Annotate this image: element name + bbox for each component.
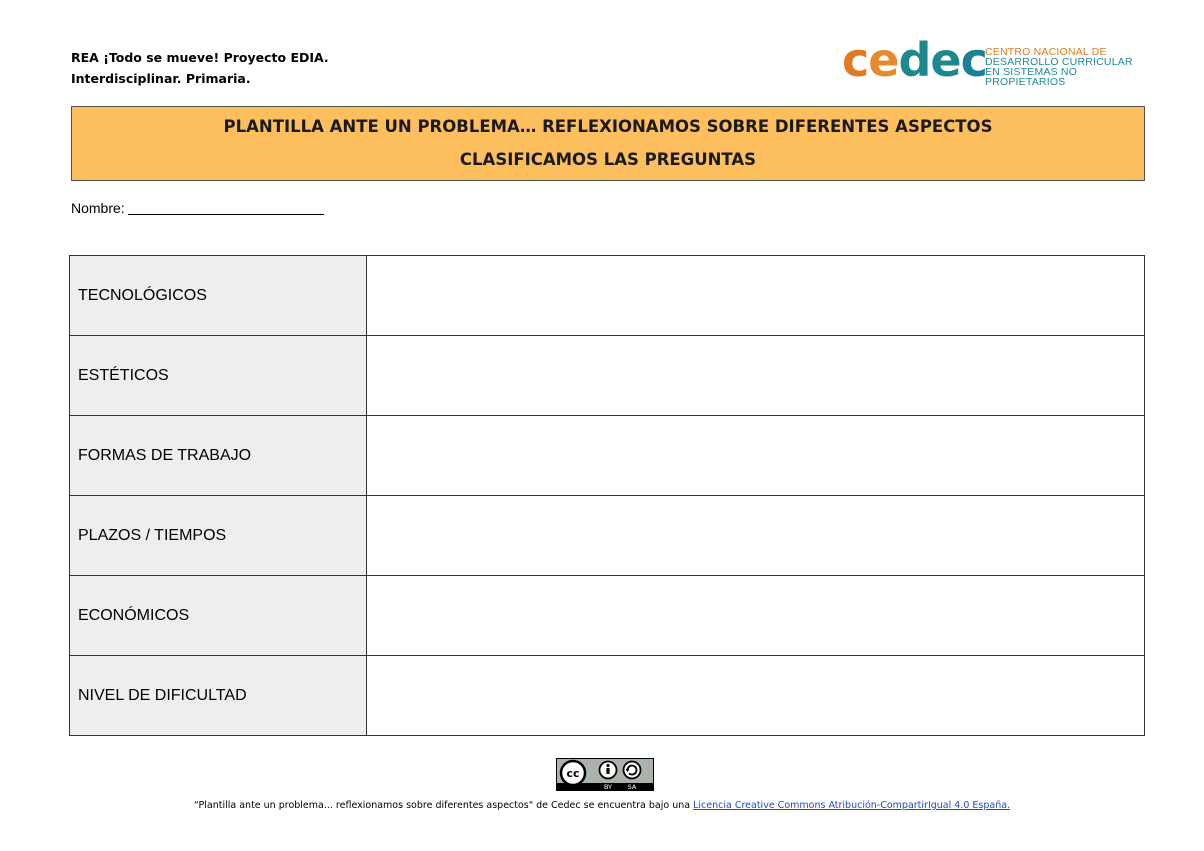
table-row — [70, 416, 1145, 496]
row-label: PLAZOS / TIEMPOS — [70, 496, 367, 576]
header-line-1: REA ¡Todo se mueve! Proyecto EDIA. — [71, 50, 329, 65]
license-text: “Plantilla ante un problema... reflexionamos sobre diferentes aspectos" de Cedec se encuentra bajo una — [193, 800, 694, 811]
banner-subtitle: CLASIFICAMOS LAS PREGUNTAS — [459, 150, 757, 169]
logo-letter-e2: e — [930, 33, 961, 87]
aspects-table — [69, 255, 1145, 736]
logo-subtitle-line: EN SISTEMAS NO PROPIETARIOS — [985, 66, 1078, 88]
name-label: Nombre: — [71, 200, 125, 216]
logo-subtitle-line: DESARROLLO CURRICULAR — [985, 56, 1133, 68]
name-blank-line[interactable] — [128, 200, 324, 215]
answer-cell[interactable] — [367, 416, 1145, 496]
row-label: ECONÓMICOS — [70, 576, 367, 656]
logo-letter-c2: c — [960, 33, 987, 87]
title-banner — [71, 106, 1145, 181]
row-label: TECNOLÓGICOS — [70, 256, 367, 336]
table-row — [70, 256, 1145, 336]
logo-subtitle-line: CENTRO NACIONAL DE — [985, 46, 1107, 58]
name-field — [71, 200, 324, 216]
logo-letter-c: c — [842, 33, 869, 87]
cc-sa-label: SA — [627, 783, 637, 791]
table-row — [70, 336, 1145, 416]
document-header — [71, 47, 329, 89]
table-row — [70, 656, 1145, 736]
table-row — [70, 576, 1145, 656]
cedec-logo — [842, 33, 1147, 88]
license-footer — [0, 800, 1204, 811]
answer-cell[interactable] — [367, 256, 1145, 336]
license-link[interactable]: Licencia Creative Commons Atribución-CompartirIgual 4.0 España. — [693, 800, 1011, 811]
logo-wordmark — [842, 32, 987, 88]
answer-cell[interactable] — [367, 576, 1145, 656]
cc-by-sa-icon — [556, 758, 654, 791]
logo-letter-e: e — [868, 33, 899, 87]
row-label: FORMAS DE TRABAJO — [70, 416, 367, 496]
svg-text:cc: cc — [566, 767, 580, 780]
header-line-2: Interdisciplinar. Primaria. — [71, 71, 251, 86]
answer-cell[interactable] — [367, 496, 1145, 576]
logo-letter-d: d — [898, 33, 931, 87]
banner-title: PLANTILLA ANTE UN PROBLEMA… REFLEXIONAMOS SOBRE DIFERENTES ASPECTOS — [223, 117, 993, 136]
row-label: ESTÉTICOS — [70, 336, 367, 416]
answer-cell[interactable] — [367, 656, 1145, 736]
row-label: NIVEL DE DIFICULTAD — [70, 656, 367, 736]
logo-subtitle — [985, 47, 1147, 87]
table-row — [70, 496, 1145, 576]
cc-by-label: BY — [603, 783, 613, 791]
answer-cell[interactable] — [367, 336, 1145, 416]
